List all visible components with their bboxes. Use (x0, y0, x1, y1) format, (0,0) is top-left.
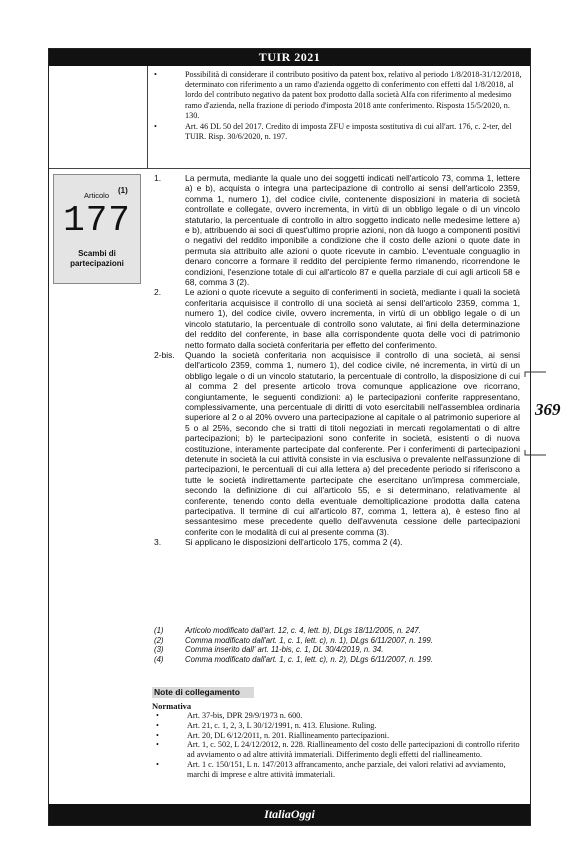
footnote-text: Comma modificato dall'art. 1, c. 1, lett. c), n. 1), DLgs 6/11/2007, n. 199. (185, 635, 433, 645)
bullet-icon: • (154, 70, 157, 79)
footnote-number: (4) (154, 654, 164, 664)
notes-heading: Note di collegamento (152, 687, 254, 698)
column-divider (147, 66, 148, 169)
normativa-list (152, 711, 522, 780)
footnote-text: Comma inserito dall' art. 11-bis, c. 1, DL 30/4/2019, n. 34. (185, 645, 384, 655)
page-header-title: TUIR 2021 (49, 49, 530, 66)
article-body (152, 173, 520, 548)
publisher-logo: ItaliaOggi (49, 804, 530, 825)
list-item (152, 760, 522, 780)
list-item (152, 731, 522, 741)
paragraph-text: Quando la società conferitaria non acquisisce il controllo di una società, ai sensi dell'articolo 2359, comma 1, numero 1), del codice civile, né incrementa, in virtù di un obbligo legale o di un vincolo statutario, la percentuale di controllo, la disposizione di cui al comma 2 del presente articolo trova comunque applicazione ove ricorrano, congiuntamente, le seguenti condizioni: a) le partecipazioni conferite rappresentano, complessivamente, una percentuale di diritti di voto esercitabili nell'assemblea ordinaria superiore al 2 o al 20% ovvero una partecipazione al capitale o al patrimonio superiore al 5 o al 25%, secondo che si tratti di titoli negoziati in mercati regolamentati o di altre partecipazioni; b) le partecipazioni sono conferite in società, esistenti o di nuova costituzione, interamente partecipate dal conferente. Per i conferimenti di partecipazioni detenute in società la cui attività consiste in via esclusiva o prevalente nell'assunzione di partecipazioni, le percentuali di cui alla lettera a) del precedente periodo si riferiscono a tutte le società indirettamente partecipate che esercitano un'impresa commerciale, secondo la definizione di cui all'articolo 55, e si determinano, relativamente al conferente, tenendo conto della eventuale demoltiplicazione prodotta dalla catena partecipativa. Il termine di cui all'articolo 87, comma 1, lettera a), è esteso fino al sessantesimo mese precedente quello dell'avvenuta cessione delle partecipazioni conferite con le modalità di cui al presente comma (3). (185, 349, 520, 537)
list-item-text: Possibilità di considerare il contributo positivo da patent box, relativo al periodo 1/8/2018-31/12/2018, determinato con riferimento a un ramo d'azienda oggetto di conferimento con effetti dal 1/8/2018, al lordo del contributo negativo da patent box prodotto dalla società Alfa con riferimento al medesimo ramo d'azienda, nella frazione di periodo d'imposta 2018 ante conferimento. Risposta 15/5/2020, n. 130. (185, 70, 522, 120)
footnote-number: (1) (154, 626, 164, 635)
list-item (152, 711, 522, 721)
list-item (152, 740, 522, 760)
article-title: Scambi di partecipazioni (70, 249, 124, 268)
list-item-text: Art. 1 c. 150/151, L n. 147/2013 affrancamento, anche parziale, dei valori relativi ad avviamento, marchi di imprese e altre attività immateriali. (187, 759, 506, 779)
footnote (152, 636, 520, 646)
list-item (152, 721, 522, 731)
paragraph-number: 1. (154, 173, 162, 183)
list-item (150, 122, 522, 142)
page-number: 369 (535, 400, 561, 419)
list-item-text: Art. 46 DL 50 del 2017. Credito di imposta ZFU e imposta sostitutiva di cui all'art. 176, c. 2-ter, del TUIR. Risp. 30/6/2020, n. 197. (185, 122, 512, 142)
article-footnote-ref: (1) (118, 186, 128, 195)
paragraph (152, 537, 520, 547)
bullet-icon: • (156, 711, 159, 720)
bullet-icon: • (156, 730, 159, 740)
footnote-text: Articolo modificato dall'art. 12, c. 4, lett. b), DLgs 18/11/2005, n. 247. (185, 626, 421, 635)
footnote (152, 655, 520, 665)
section-divider (49, 168, 530, 169)
footnote (152, 645, 520, 655)
footnote-number: (2) (154, 635, 164, 645)
paragraph-number: 3. (154, 537, 162, 548)
paragraph-text: Si applicano le disposizioni dell'articolo 175, comma 2 (4). (185, 537, 403, 548)
footnote (152, 626, 520, 636)
list-item (150, 70, 522, 121)
list-item-text: Art. 20, DL 6/12/2011, n. 201. Riallineamento partecipazioni. (187, 730, 389, 740)
footnote-number: (3) (154, 645, 164, 655)
footnote-text: Comma modificato dall'art. 1, c. 1, lett. c), n. 2), DLgs 6/11/2007, n. 199. (185, 654, 433, 664)
list-item-text: Art. 1, c. 502, L 24/12/2012, n. 228. Riallineamento del costo delle partecipazioni di controllo riferito ad avviamento o ad altre attività immateriali. Differimento degli effetti del riallineamento. (187, 740, 520, 760)
list-item-text: Art. 37-bis, DPR 29/9/1973 n. 600. (187, 711, 303, 720)
bullet-icon: • (154, 122, 157, 132)
bullet-icon: • (156, 759, 159, 769)
bullet-icon: • (156, 720, 159, 730)
list-item-text: Art. 21, c. 1, 2, 3, L 30/12/1991, n. 413. Elusione. Ruling. (187, 720, 377, 730)
article-footnotes (152, 626, 520, 664)
paragraph-text: Le azioni o quote ricevute a seguito di conferimenti in società, mediante i quali la società conferitaria acquisisce il controllo di una società ai sensi dell'articolo 2359, comma 1, numero 1), del codice civile, ovvero incrementa, in virtù di un obbligo legale o di un vincolo statutario, la percentuale di controllo sono valutate, ai fini della determinazione del reddito del conferente, in base alla corrispondente quota delle voci di patrimonio netto formato dalla società conferitaria per effetto del conferimento. (185, 287, 520, 350)
paragraph-number: 2-bis. (154, 349, 175, 360)
normativa-heading: Normativa (152, 701, 192, 711)
paragraph (152, 173, 520, 287)
paragraph-number: 2. (154, 287, 162, 298)
bullet-icon: • (156, 740, 159, 750)
paragraph (152, 350, 520, 537)
article-number: 177 (63, 200, 131, 241)
article-label: Articolo (84, 191, 110, 200)
previous-article-notes (150, 70, 522, 143)
paragraph (152, 287, 520, 349)
article-box (53, 174, 141, 284)
paragraph-text: La permuta, mediante la quale uno dei soggetti indicati nell'articolo 73, comma 1, lettere a) e b), acquista o integra una partecipazione di controllo ai sensi dell'articolo 2359, comma 1, numero 1), del codice civile, contenente disposizioni in materia di società controllate e collegate, ovvero incrementa, in virtù di un obbligo legale o di un vincolo statutario, la percentuale di controllo in altro soggetto indicato nelle medesime lettere a) e b), attribuendo ai soci di quest'ultimo proprie azioni, non dà luogo a componenti positivi o negativi del reddito imponibile a condizione che il costo delle azioni o quote date in permuta sia attribuito alle azioni o quote ricevute in cambio. L'eventuale conguaglio in denaro concorre a formare il reddito del percipiente fermo rimanendo, ricorrendone le condizioni, l'esenzione totale di cui all'articolo 87 e quella parziale di cui agli articoli 58 e 68, comma 3 (2). (185, 173, 520, 288)
